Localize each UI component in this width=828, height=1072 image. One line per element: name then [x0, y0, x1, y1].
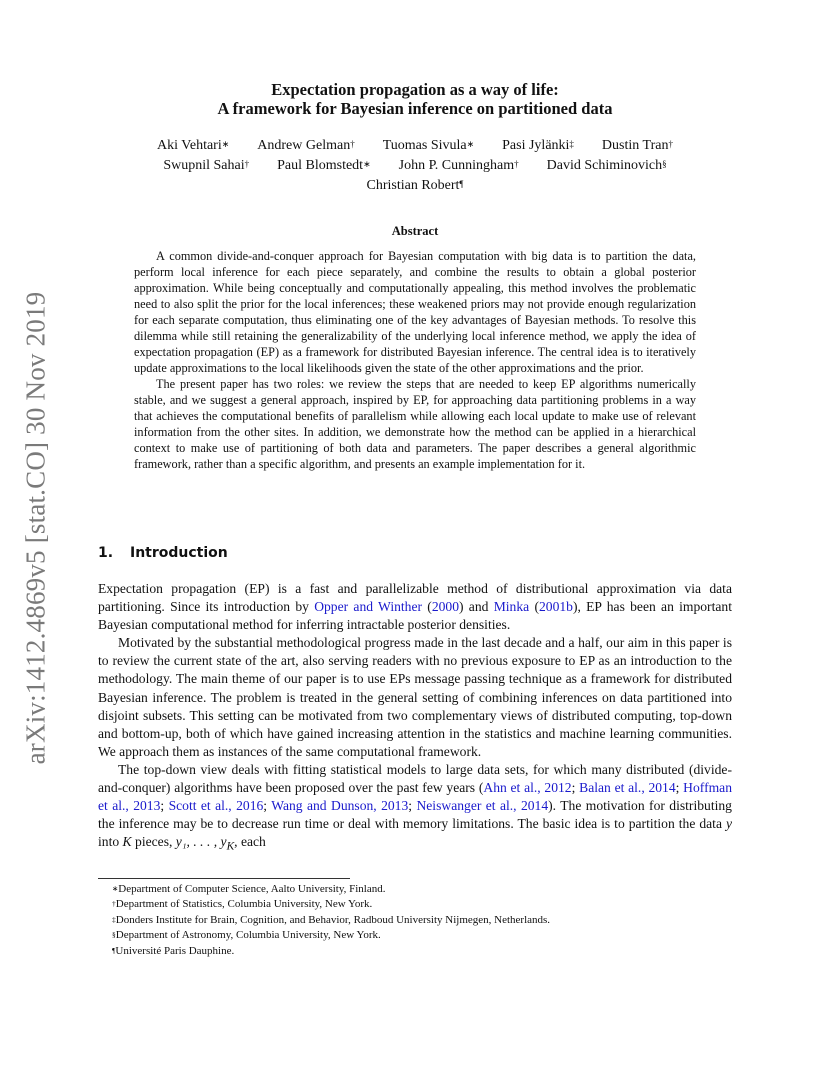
author: Andrew Gelman† — [257, 138, 355, 153]
body-paragraph: Motivated by the substantial methodological progress made in the last decade and a half, our aim in this paper is to review the current state of the art, also serving readers with no previous exposure to EP as an introduction to the methodology. The main theme of our paper is to use EPs message passing technique as a framework for distributed Bayesian inference. The problem is treated in the general setting of combining inferences on data partitioned into disjoint subsets. This setting can be motivated from two complementary views of distributed computing, top-down and bottom-up, both of which have gained increasing attention in the statistics and machine learning communities. We approach them as instances of the same computational framework. — [98, 635, 732, 759]
abstract-paragraph: A common divide-and-conquer approach for Bayesian computation with big data is to partition the data, perform local inference for each piece separately, and combine the results to obtain a global posterior approximation. While being conceptually and computationally appealing, this method involves the problematic need to also split the prior for the local inferences; these weakened priors may not provide enough regularization for each separate computation, thus eliminating one of the key advantages of Bayesian methods. To resolve this dilemma while still retaining the generalizability of the underlying local inference method, we apply the idea of expectation propagation (EP) as a framework for distributed Bayesian inference. The central idea is to iteratively update approximations to the local likelihoods given the state of the other approximations and the prior. — [134, 249, 696, 375]
abstract-paragraph: The present paper has two roles: we review the steps that are needed to keep EP algorithms numerically stable, and we suggest a general approach, inspired by EP, for approaching data partitioning problems in a way that achieves the computational benefits of parallelism while allowing each local update to make use of relevant information from the other sites. In addition, we demonstrate how the method can be applied in a hierarchical context to make use of partitioning of both data and parameters. The paper describes a general algorithmic framework, rather than a specific algorithm, and presents an example implementation for it. — [134, 377, 696, 471]
citation-link[interactable]: 2000 — [431, 599, 460, 615]
footnote: ¶Université Paris Dauphine. — [112, 944, 235, 957]
arxiv-sidebar — [20, 288, 52, 768]
citation-link[interactable]: Minka — [493, 599, 530, 615]
math-k: K — [122, 834, 132, 850]
footnotes — [112, 882, 732, 959]
arxiv-identifier: arXiv:1412.4869v5 [stat.CO] 30 Nov 2019 — [20, 291, 51, 765]
section-heading — [98, 545, 228, 561]
author: David Schiminovich§ — [546, 158, 667, 173]
citation-link[interactable]: Opper and Winther — [314, 599, 423, 615]
title-line-1: Expectation propagation as a way of life: — [271, 80, 559, 99]
title-line-2: A framework for Bayesian inference on partitioned data — [217, 99, 613, 118]
body-paragraph: The top-down view deals with fitting statistical models to large data sets, for which many distributed (divide-and-conquer) algorithms have been proposed over the past few years (Ahn et al., 2012; Balan et al., 2014; Hoffman et al., 2013; Scott et al., 2016; Wang and Dunson, 2013; Neiswanger et al., 2014). The motivation for distributing the inference may be to decrease run time or deal with memory limitations. The basic idea is to partition the data y into K pieces, y₁, . . . , $y_K$, each — [98, 761, 732, 854]
author: Paul Blomstedt∗ — [277, 158, 371, 173]
footnote: ∗Department of Computer Science, Aalto University, Finland. — [112, 883, 386, 895]
author-row — [100, 156, 730, 176]
footnote: §Department of Astronomy, Columbia University, New York. — [112, 929, 381, 942]
paper-title — [100, 80, 730, 118]
footnote: †Department of Statistics, Columbia University, New York. — [112, 898, 373, 911]
citation-link[interactable]: Neiswanger et al., 2014 — [416, 798, 549, 814]
author: Christian Robert¶ — [366, 178, 464, 193]
author: Pasi Jylänki‡ — [502, 138, 574, 153]
abstract-body — [134, 248, 696, 472]
author: John P. Cunningham† — [398, 158, 519, 173]
citation-link[interactable]: Wang and Dunson, 2013 — [271, 798, 409, 814]
author: Dustin Tran† — [601, 138, 673, 153]
citation-link[interactable]: Balan et al., 2014 — [579, 780, 676, 796]
body-paragraph: Expectation propagation (EP) is a fast and parallelizable method of distributional approximation via data partitioning. Since its introduction by Opper and Winther (2000) and Minka (2001b), EP has been an important Bayesian computational method for inferring intractable posterior densities. — [98, 581, 732, 633]
footnote: ‡Donders Institute for Brain, Cognition, and Behavior, Radboud University Nijmegen, Netherlands. — [112, 913, 551, 926]
section-number: 1. — [98, 545, 114, 561]
footnote-divider — [98, 878, 350, 879]
citation-link[interactable]: Ahn et al., 2012 — [483, 780, 572, 796]
author: Tuomas Sivula∗ — [382, 138, 475, 153]
author-row — [100, 176, 730, 196]
intro-body — [98, 580, 732, 856]
math-pieces: y₁, . . . , $y_K$ — [175, 834, 235, 854]
citation-link[interactable]: Hoffman et al., 2013 — [98, 780, 732, 814]
section-title: Introduction — [130, 545, 228, 561]
author: Swupnil Sahai† — [163, 158, 250, 173]
author-row — [100, 136, 730, 156]
abstract-heading: Abstract — [391, 224, 439, 238]
author: Aki Vehtari∗ — [157, 138, 230, 153]
author-list — [100, 136, 730, 196]
math-y: y — [725, 816, 732, 832]
citation-link[interactable]: 2001b — [538, 599, 573, 615]
citation-link[interactable]: Scott et al., 2016 — [168, 798, 264, 814]
